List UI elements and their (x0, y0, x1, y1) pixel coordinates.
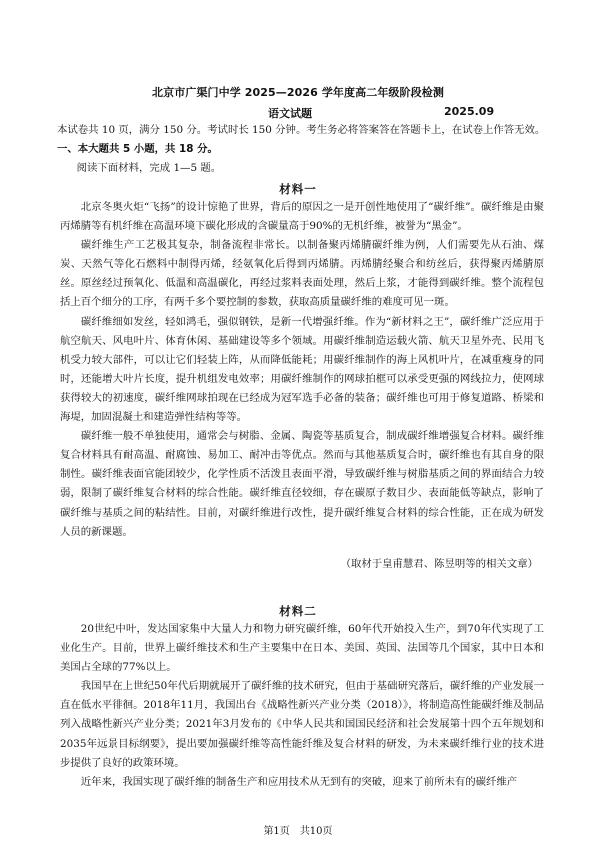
exam-title: 北京市广渠门中学 2025—2026 学年度高二年级阶段检测 (152, 86, 444, 99)
material-1-title: 材料一 (279, 182, 317, 196)
material-2-title: 材料二 (279, 604, 317, 618)
material-1-paragraph: 碳纤维细如发丝，轻如鸿毛，强似钢铁，是新一代增强纤维。作为“新材料之王”，碳纤维广泛应用于航空航天、风电叶片、体育休闲、基础建设等多个领域。用碳纤维制造运载火箭、航天卫星外壳、民用飞机受力较大部件，可以让它们轻装上阵，从而降低能耗；用碳纤维制作的海上风机叶片，在减重瘦身的同时，还能增大叶片长度，提升机组发电效率；用碳纤维制作的网球拍框可以承受更强的网线拉力，使网球获得较大的初速度，碳纤维网球拍现在已经成为冠军选手必备的装备；碳纤维也可用于修复道路、桥梁和海堤，加固混凝土和建造弹性结构等等。 (60, 315, 544, 424)
page-footer (0, 822, 596, 837)
material-2-paragraph: 我国早在上世纪50年代后期就展开了碳纤维的技术研究，但由于基础研究落后，碳纤维的产业发展一直在低水平徘徊。2018年11月，我国出台《战略性新兴产业分类（2018）》，将制造高性能碳纤维及制品列入战略性新兴产业分类；2021年3月发布的《中华人民共和国国民经济和社会发展第十四个五年规划和2035年远景目标纲要》，提出要加强碳纤维等高性能纤维及复合材料的研发，为未来碳纤维行业的技术进步提供了良好的政策环境。 (60, 680, 544, 769)
material-1-paragraph: 碳纤维生产工艺极其复杂，制备流程非常长。以制备聚丙烯腈碳纤维为例，人们需要先从石油、煤炭、天然气等化石燃料中制得丙烯，经氨氧化后得到丙烯腈。丙烯腈经聚合和纺丝后，获得聚丙烯腈原丝。原丝经过预氧化、低温和高温碳化，再经过浆料表面处理，然后上浆，才能得到碳纤维。整个流程包括上百个细分的工序，有两千多个要控制的参数，获取高质量碳纤维的难度可见一斑。 (60, 239, 544, 309)
subject-title: 语文试题 (268, 107, 312, 120)
intro-block (57, 121, 546, 178)
page-number: 第1页 (263, 826, 290, 837)
material-1-paragraph: 北京冬奥火炬“飞扬”的设计惊艳了世界，背后的原因之一是开创性地使用了“碳纤维”。碳纤维是由聚丙烯腈等有机纤维在高温环境下碳化形成的含碳量高于90%的无机纤维，被誉为“黑金”。 (60, 201, 544, 233)
task-instruction: 阅读下面材料，完成 1—5 题。 (76, 162, 222, 175)
section-heading: 一、本大题共 5 小题，共 18 分。 (57, 143, 218, 156)
material-2-body (60, 620, 544, 792)
page-total: 共10页 (299, 826, 333, 837)
material-1-source: （取材于皇甫慧君、陈昱明等的相关文章） (340, 558, 538, 570)
material-2-paragraph: 20世纪中叶，发达国家集中大量人力和物力研究碳纤维，60年代开始投入生产，到70年代实现了工业化生产。目前，世界上碳纤维技术和生产主要集中在日本、美国、英国、法国等几个国家，其中日本和美国占全球的77%以上。 (60, 623, 544, 674)
exam-date: 2025.09 (444, 105, 495, 118)
material-1-body (60, 198, 544, 542)
subtitle-row (0, 105, 596, 119)
material-2-paragraph: 近年来，我国实现了碳纤维的制备生产和应用技术从无到有的突破，迎来了前所未有的碳纤维产 (80, 775, 518, 788)
exam-notice: 本试卷共 10 页，满分 150 分。考试时长 150 分钟。考生务必将答案答在答题卡上，在试卷上作答无效。 (57, 124, 546, 136)
material-1-paragraph: 碳纤维一般不单独使用，通常会与树脂、金属、陶瓷等基质复合，制成碳纤维增强复合材料。碳纤维复合材料具有耐高温、耐腐蚀、易加工、耐冲击等优点。然而与其他基质复合时，碳纤维也有其自身的限制性。碳纤维表面官能团较少，化学性质不活泼且表面平滑，导致碳纤维与树脂基质之间的界面结合力较弱，限制了碳纤维复合材料的综合性能。碳纤维直径较细，存在碳原子数目少、表面能低等缺点，影响了碳纤维与基质之间的粘结性。目前，对碳纤维进行改性，提升碳纤维复合材料的综合性能，正在成为研发人员的新课题。 (60, 430, 544, 538)
